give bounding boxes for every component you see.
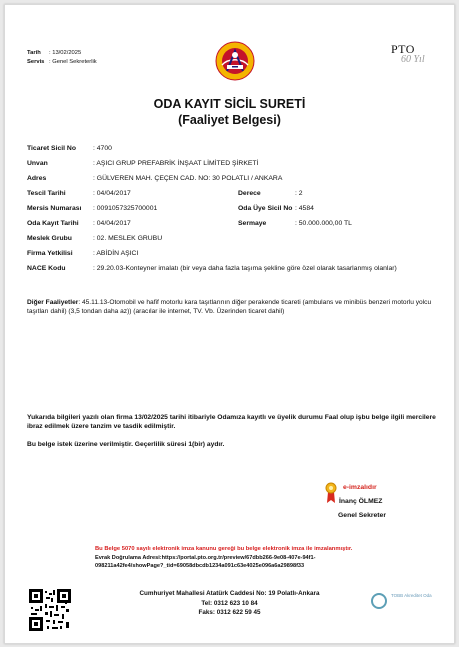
member-registry-value: : 4584 — [295, 205, 314, 212]
capital-value: : 50.000.000,00 TL — [295, 220, 352, 227]
profession-group-value: : 02. MESLEK GRUBU — [93, 235, 163, 242]
chamber-address: Cumhuriyet Mahallesi Atatürk Caddesi No: 19 Polatlı-Ankara — [139, 590, 320, 597]
profession-group-label: Meslek Grubu — [27, 235, 72, 242]
document-title: ODA KAYIT SİCİL SURETİ — [153, 97, 306, 111]
chamber-phone: Tel: 0312 623 10 84 — [201, 600, 258, 607]
other-activities-text: : 45.11.13-Otomobil ve hafif motorlu kara taşıtlarının diğer perakende ticareti (ambulans ve minibüs benzeri motorlu yolcu taşıtları dahil) (3,5 tondan daha az)) (aracılar ile internet, TV. Vb. Üzerinden ticaret dahil) — [27, 299, 432, 315]
degree-label: Derece — [238, 190, 261, 197]
chamber-fax: Faks: 0312 622 59 45 — [198, 609, 261, 616]
verification-address: Evrak Doğrulama Adresi:https://portal.pto.org.tr/preview/67dbb266-9e08-407e-94f1-098211a42fe4/showPage?_tid=69058dbcdb1234a091c63e4025e096a6a29898f33 — [95, 555, 316, 569]
nace-label: NACE Kodu — [27, 265, 66, 272]
trade-registry-label: Ticaret Sicil No — [27, 145, 76, 152]
validity-statement: Bu belge istek üzerine verilmiştir. Geçerlilik süresi 1(bir) aydır. — [27, 441, 225, 448]
nace-value: : 29.20.03-Konteyner imalatı (bir veya daha fazla taşıma şekline göre özel olarak tasarlanmış olanlar) — [93, 265, 397, 272]
document-meta — [27, 49, 97, 67]
trade-registry-value: : 4700 — [93, 145, 112, 152]
signature-block — [325, 482, 405, 526]
document-page — [4, 4, 455, 644]
document-subtitle: (Faaliyet Belgesi) — [178, 113, 281, 127]
signer-role: Genel Sekreter — [338, 512, 386, 519]
accreditation-logo-text: TOBB Akreditet Oda — [391, 593, 432, 598]
date-row: Tarih : 13/02/2025 — [27, 50, 82, 56]
degree-value: : 2 — [295, 190, 303, 197]
chamber-registration-date-label: Oda Kayıt Tarihi — [27, 220, 79, 227]
authorized-person-value: : ABİDİN AŞICI — [93, 250, 139, 257]
title-label: Unvan — [27, 160, 48, 167]
company-title-value: : AŞICI GRUP PREFABRİK İNŞAAT LİMİTED ŞİRKETİ — [93, 160, 259, 167]
accreditation-logo — [371, 589, 438, 619]
award-medal-icon — [325, 482, 337, 504]
electronic-signature-notice: Bu Belge 5070 sayılı elektronik imza kanunu gereği bu belge elektronik imza ile imzalanmıştır. — [95, 546, 353, 552]
member-registry-label: Oda Üye Sicil No — [238, 205, 293, 212]
address-value: : GÜLVEREN MAH. ÇEÇEN CAD. NO: 30 POLATLI / ANKARA — [93, 175, 283, 182]
mersis-label: Mersis Numarası — [27, 205, 82, 212]
chamber-registration-date-value: : 04/04/2017 — [93, 220, 131, 227]
accreditation-ring-icon — [371, 593, 387, 609]
mersis-value: : 0091057325700001 — [93, 205, 158, 212]
service-row: Servis : Genel Sekreterlik — [27, 59, 97, 65]
chamber-seal-logo — [214, 40, 256, 82]
other-activities-label: Diğer Faaliyetler — [27, 299, 79, 306]
address-label: Adres — [27, 175, 47, 182]
e-signature-label: e-imzalıdır — [343, 484, 377, 491]
registration-date-label: Tescil Tarihi — [27, 190, 66, 197]
registration-date-value: : 04/04/2017 — [93, 190, 131, 197]
other-activities — [27, 298, 432, 316]
certification-statement: Yukarıda bilgileri yazılı olan firma 13/02/2025 tarihi itibariyle Odamıza kayıtlı ve üyelik durumu Faal olup işbu belge ilgili mercilere ibraz edilmek üzere tanzim ve tasdik edilmiştir. — [27, 414, 436, 430]
authorized-person-label: Firma Yetkilisi — [27, 250, 73, 257]
signer-name: İnanç ÖLMEZ — [339, 498, 383, 505]
pto-60-year-logo: PTO 60 Yıl — [391, 42, 425, 65]
capital-label: Sermaye — [238, 220, 267, 227]
